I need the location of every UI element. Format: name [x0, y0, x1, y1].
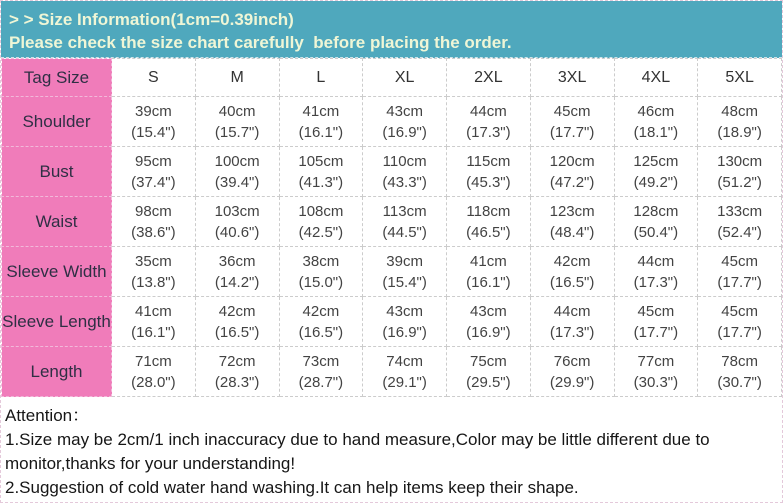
measurement-cell — [698, 347, 782, 397]
measurement-row — [2, 247, 782, 297]
measurement-label: Bust — [2, 147, 112, 197]
measurement-cell — [614, 347, 698, 397]
cm-value: 39cm — [135, 102, 172, 120]
measurement-cell — [698, 197, 782, 247]
measurement-cell — [279, 147, 363, 197]
cm-value: 78cm — [721, 352, 758, 370]
measurement-cell — [614, 197, 698, 247]
cm-value: 108cm — [298, 202, 344, 220]
size-header-row — [2, 59, 782, 97]
cm-value: 45cm — [553, 102, 591, 120]
inch-value: (51.2") — [717, 173, 762, 191]
cm-value: 110cm — [382, 152, 427, 170]
measurement-row — [2, 347, 782, 397]
cm-value: 74cm — [386, 352, 423, 370]
size-column-header: L — [279, 59, 363, 97]
measurement-cell — [279, 247, 363, 297]
inch-value: (16.9") — [466, 323, 511, 341]
inch-value: (29.9") — [549, 373, 595, 391]
cm-value: 118cm — [466, 202, 511, 220]
cm-value: 98cm — [135, 202, 172, 220]
inch-value: (52.4") — [717, 223, 762, 241]
measurement-cell — [530, 197, 614, 247]
inch-value: (41.3") — [298, 173, 344, 191]
cm-value: 113cm — [382, 202, 427, 220]
measurement-cell — [195, 147, 279, 197]
inch-value: (29.5") — [466, 373, 511, 391]
cm-value: 40cm — [218, 102, 256, 120]
cm-value: 95cm — [135, 152, 172, 170]
cm-value: 41cm — [135, 302, 172, 320]
measurement-cell — [447, 297, 531, 347]
measurement-cell — [530, 347, 614, 397]
page-subtitle: Please check the size chart carefully before placing the order. — [9, 33, 512, 52]
measurement-cell — [112, 297, 196, 347]
inch-value: (16.9") — [382, 323, 427, 341]
measurement-cell — [363, 297, 447, 347]
inch-value: (46.5") — [466, 223, 511, 241]
inch-value: (39.4") — [214, 173, 260, 191]
measurement-cell — [447, 97, 531, 147]
measurement-cell — [363, 147, 447, 197]
inch-value: (49.2") — [633, 173, 679, 191]
cm-value: 46cm — [637, 102, 675, 120]
attention-note-2: 2.Suggestion of cold water hand washing.It can help items keep their shape. — [5, 478, 579, 497]
measurement-cell — [112, 197, 196, 247]
cm-value: 73cm — [302, 352, 340, 370]
cm-value: 100cm — [214, 152, 260, 170]
inch-value: (18.9") — [717, 123, 762, 141]
cm-value: 45cm — [721, 252, 758, 270]
cm-value: 44cm — [470, 102, 507, 120]
cm-value: 43cm — [470, 302, 507, 320]
inch-value: (16.9") — [382, 123, 427, 141]
measurement-label: Length — [2, 347, 112, 397]
measurement-cell — [195, 297, 279, 347]
measurement-row — [2, 197, 782, 247]
cm-value: 44cm — [553, 302, 591, 320]
measurement-label: Waist — [2, 197, 112, 247]
inch-value: (17.3") — [549, 323, 595, 341]
measurement-cell — [363, 247, 447, 297]
measurement-label: Sleeve Width — [2, 247, 112, 297]
inch-value: (37.4") — [131, 173, 176, 191]
inch-value: (45.3") — [466, 173, 511, 191]
inch-value: (28.7") — [298, 373, 344, 391]
measurement-cell — [363, 347, 447, 397]
inch-value: (17.3") — [633, 273, 679, 291]
cm-value: 38cm — [302, 252, 340, 270]
cm-value: 133cm — [717, 202, 763, 220]
size-table-body — [2, 97, 782, 397]
measurement-cell — [530, 147, 614, 197]
measurement-cell — [195, 347, 279, 397]
cm-value: 39cm — [386, 252, 423, 270]
inch-value: (43.3") — [382, 173, 427, 191]
cm-value: 45cm — [637, 302, 675, 320]
measurement-cell — [614, 247, 698, 297]
inch-value: (50.4") — [633, 223, 679, 241]
measurement-cell — [447, 247, 531, 297]
measurement-cell — [614, 97, 698, 147]
cm-value: 42cm — [218, 302, 256, 320]
measurement-cell — [530, 97, 614, 147]
inch-value: (15.4") — [382, 273, 427, 291]
inch-value: (16.5") — [298, 323, 344, 341]
measurement-cell — [112, 347, 196, 397]
measurement-cell — [530, 247, 614, 297]
measurement-cell — [112, 247, 196, 297]
cm-value: 35cm — [135, 252, 172, 270]
inch-value: (28.0") — [131, 373, 176, 391]
measurement-row — [2, 297, 782, 347]
inch-value: (14.2") — [214, 273, 260, 291]
cm-value: 42cm — [553, 252, 591, 270]
measurement-cell — [698, 147, 782, 197]
inch-value: (16.5") — [214, 323, 260, 341]
measurement-cell — [447, 147, 531, 197]
measurement-cell — [279, 97, 363, 147]
size-column-header: M — [195, 59, 279, 97]
inch-value: (17.7") — [549, 123, 595, 141]
inch-value: (28.3") — [214, 373, 260, 391]
cm-value: 36cm — [218, 252, 256, 270]
measurement-row — [2, 97, 782, 147]
size-column-header: 2XL — [447, 59, 531, 97]
attention-note-1: 1.Size may be 2cm/1 inch inaccuracy due to hand measure,Color may be little different due to monitor,thanks for your understanding! — [5, 430, 715, 473]
inch-value: (17.7") — [717, 273, 762, 291]
cm-value: 77cm — [637, 352, 675, 370]
inch-value: (18.1") — [633, 123, 679, 141]
cm-value: 75cm — [470, 352, 507, 370]
inch-value: (48.4") — [549, 223, 595, 241]
size-table-head — [2, 59, 782, 97]
cm-value: 125cm — [633, 152, 679, 170]
inch-value: (17.7") — [717, 323, 762, 341]
inch-value: (16.5") — [549, 273, 595, 291]
inch-value: (30.3") — [633, 373, 679, 391]
inch-value: (15.0") — [298, 273, 344, 291]
measurement-cell — [112, 147, 196, 197]
inch-value: (16.1") — [466, 273, 511, 291]
cm-value: 41cm — [302, 102, 340, 120]
cm-value: 123cm — [549, 202, 595, 220]
measurement-cell — [447, 347, 531, 397]
measurement-cell — [195, 247, 279, 297]
cm-value: 43cm — [386, 102, 423, 120]
page-title: > > Size Information(1cm=0.39inch) — [9, 10, 294, 29]
measurement-cell — [530, 297, 614, 347]
cm-value: 103cm — [214, 202, 260, 220]
cm-value: 42cm — [302, 302, 340, 320]
cm-value: 130cm — [717, 152, 763, 170]
inch-value: (15.7") — [214, 123, 260, 141]
size-column-header: 3XL — [530, 59, 614, 97]
corner-cell: Tag Size — [2, 59, 112, 97]
measurement-cell — [279, 197, 363, 247]
cm-value: 48cm — [721, 102, 758, 120]
measurement-label: Sleeve Length — [2, 297, 112, 347]
inch-value: (16.1") — [131, 323, 176, 341]
cm-value: 41cm — [470, 252, 507, 270]
measurement-cell — [195, 197, 279, 247]
size-table — [1, 58, 782, 397]
inch-value: (13.8") — [131, 273, 176, 291]
measurement-cell — [363, 197, 447, 247]
measurement-cell — [195, 97, 279, 147]
size-column-header: S — [112, 59, 196, 97]
measurement-cell — [279, 347, 363, 397]
inch-value: (16.1") — [298, 123, 344, 141]
measurement-cell — [112, 97, 196, 147]
header-banner — [1, 1, 782, 58]
cm-value: 115cm — [466, 152, 511, 170]
inch-value: (38.6") — [131, 223, 176, 241]
inch-value: (29.1") — [382, 373, 427, 391]
inch-value: (42.5") — [298, 223, 344, 241]
measurement-cell — [279, 297, 363, 347]
measurement-cell — [614, 147, 698, 197]
cm-value: 71cm — [135, 352, 172, 370]
measurement-row — [2, 147, 782, 197]
cm-value: 43cm — [386, 302, 423, 320]
measurement-cell — [698, 297, 782, 347]
inch-value: (17.3") — [466, 123, 511, 141]
measurement-cell — [698, 247, 782, 297]
inch-value: (15.4") — [131, 123, 176, 141]
cm-value: 120cm — [549, 152, 595, 170]
inch-value: (40.6") — [214, 223, 260, 241]
cm-value: 72cm — [218, 352, 256, 370]
measurement-cell — [363, 97, 447, 147]
attention-heading: Attention： — [5, 406, 90, 425]
measurement-cell — [614, 297, 698, 347]
attention-section — [1, 397, 782, 500]
size-column-header: 5XL — [698, 59, 782, 97]
size-column-header: XL — [363, 59, 447, 97]
cm-value: 105cm — [298, 152, 344, 170]
inch-value: (47.2") — [549, 173, 595, 191]
inch-value: (17.7") — [633, 323, 679, 341]
cm-value: 44cm — [637, 252, 675, 270]
inch-value: (44.5") — [382, 223, 427, 241]
measurement-cell — [447, 197, 531, 247]
cm-value: 128cm — [633, 202, 679, 220]
measurement-label: Shoulder — [2, 97, 112, 147]
inch-value: (30.7") — [717, 373, 762, 391]
size-column-header: 4XL — [614, 59, 698, 97]
measurement-cell — [698, 97, 782, 147]
cm-value: 45cm — [721, 302, 758, 320]
cm-value: 76cm — [553, 352, 591, 370]
